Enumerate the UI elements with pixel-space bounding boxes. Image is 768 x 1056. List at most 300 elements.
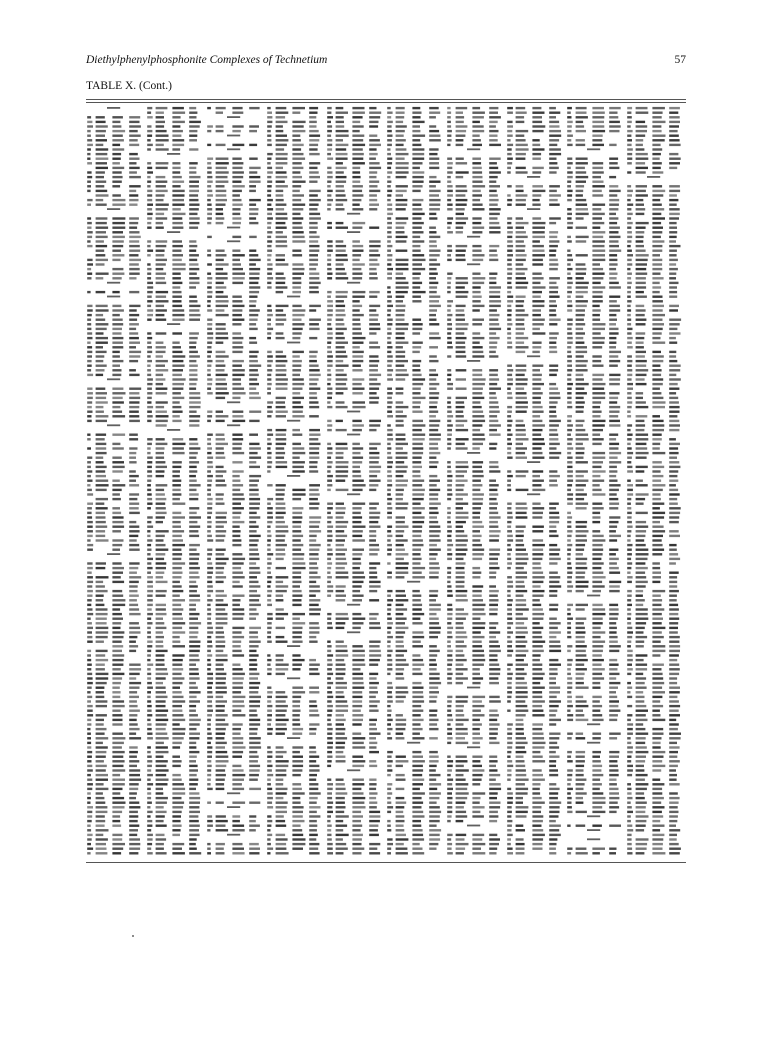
table-cell: [516, 700, 526, 702]
table-cell: [369, 383, 380, 385]
table-cell: [87, 664, 92, 666]
table-cell: [129, 314, 139, 316]
table-cell: [387, 774, 391, 776]
table-cell: [609, 434, 618, 436]
table-cell: [472, 447, 479, 449]
table-cell: [507, 429, 511, 431]
table-cell: [207, 774, 211, 776]
table-cell: [129, 158, 139, 160]
table-cell: [172, 613, 182, 615]
table-cell: [516, 682, 527, 684]
table-cell: [216, 185, 225, 187]
table-cell: [412, 608, 421, 610]
table-cell: [87, 185, 91, 187]
table-cell: [336, 746, 345, 748]
table-cell: [532, 217, 541, 219]
table-cell: [429, 383, 439, 385]
table-cell: [147, 544, 151, 546]
table-cell: [207, 654, 212, 656]
table-block-header: [227, 116, 240, 118]
table-cell: [249, 328, 258, 330]
table-cell: [189, 466, 197, 468]
table-cell: [216, 576, 227, 578]
table-cell: [489, 254, 497, 256]
table-cell: [189, 493, 199, 495]
table-cell: [549, 222, 556, 224]
table-cell: [609, 121, 620, 123]
table-cell: [267, 162, 271, 164]
table-cell: [532, 401, 541, 403]
table-cell: [352, 567, 360, 569]
table-cell: [292, 171, 300, 173]
table-cell: [396, 162, 409, 164]
table-cell: [532, 733, 543, 735]
table-cell: [456, 834, 467, 836]
table-cell: [129, 604, 138, 606]
table-cell: [267, 388, 271, 390]
table-cell: [172, 774, 180, 776]
table-cell: [532, 682, 540, 684]
table-block-header: [467, 687, 480, 689]
table-cell: [292, 447, 304, 449]
table-cell: [516, 438, 529, 440]
table-cell: [429, 392, 439, 394]
table-cell: [576, 539, 587, 541]
table-cell: [567, 268, 572, 270]
table-cell: [592, 112, 604, 114]
table-cell: [549, 631, 561, 633]
table-cell: [549, 323, 557, 325]
table-cell: [267, 535, 271, 537]
table-cell: [87, 595, 92, 597]
table-cell: [292, 746, 303, 748]
table-cell: [96, 181, 107, 183]
table-cell: [369, 627, 381, 629]
table-cell: [189, 779, 198, 781]
table-cell: [96, 622, 107, 624]
table-cell: [309, 208, 317, 210]
table-cell: [336, 273, 347, 275]
table-cell: [336, 733, 345, 735]
table-cell: [532, 843, 542, 845]
table-cell: [352, 572, 364, 574]
table-cell: [489, 144, 501, 146]
table-cell: [129, 484, 139, 486]
table-cell: [147, 581, 153, 583]
table-cell: [156, 852, 167, 854]
table-cell: [172, 549, 181, 551]
table-cell: [172, 829, 180, 831]
table-cell: [456, 664, 464, 666]
table-cell: [249, 397, 261, 399]
table-cell: [532, 263, 543, 265]
table-cell: [472, 107, 480, 109]
table-cell: [549, 829, 559, 831]
table-cell: [327, 512, 331, 514]
table-cell: [456, 493, 468, 495]
table-cell: [412, 760, 425, 762]
table-cell: [516, 599, 527, 601]
table-cell: [609, 194, 617, 196]
table-cell: [396, 806, 405, 808]
table-cell: [216, 733, 226, 735]
table-cell: [396, 700, 404, 702]
table-cell: [232, 521, 244, 523]
table-cell: [507, 792, 513, 794]
table-cell: [336, 328, 347, 330]
table-cell: [516, 245, 526, 247]
table-cell: [352, 388, 364, 390]
table-cell: [387, 213, 393, 215]
table-cell: [309, 572, 317, 574]
table-cell: [156, 668, 168, 670]
table-cell: [352, 342, 363, 344]
table-cell: [172, 305, 182, 307]
table-cell: [549, 346, 557, 348]
table-cell: [387, 498, 392, 500]
table-cell: [96, 852, 108, 854]
table-cell: [87, 659, 91, 661]
table-cell: [336, 696, 345, 698]
table-cell: [532, 107, 541, 109]
table-cell: [387, 434, 392, 436]
table-cell: [309, 774, 317, 776]
table-cell: [147, 636, 151, 638]
table-cell: [87, 728, 90, 730]
table-cell: [336, 116, 344, 118]
table-cell: [592, 544, 602, 546]
table-cell: [516, 254, 527, 256]
table-cell: [207, 622, 212, 624]
table-cell: [447, 576, 451, 578]
table-cell: [592, 461, 603, 463]
table-cell: [249, 714, 257, 716]
table-cell: [609, 392, 619, 394]
table-cell: [156, 208, 168, 210]
table-cell: [249, 659, 257, 661]
table-cell: [232, 668, 242, 670]
table-cell: [549, 503, 559, 505]
table-cell: [489, 434, 500, 436]
table-cell: [352, 843, 361, 845]
table-cell: [576, 286, 588, 288]
table-cell: [232, 562, 243, 564]
table-cell: [472, 779, 481, 781]
table-cell: [232, 848, 244, 850]
table-cell: [516, 714, 526, 716]
table-cell: [412, 250, 420, 252]
table-cell: [267, 263, 272, 265]
table-cell: [352, 788, 361, 790]
table-cell: [249, 608, 256, 610]
table-cell: [567, 562, 571, 564]
table-cell: [112, 576, 120, 578]
table-cell: [129, 829, 138, 831]
table-cell: [96, 153, 108, 155]
table-cell: [249, 507, 259, 509]
table-cell: [189, 535, 199, 537]
table-cell: [576, 144, 586, 146]
table-cell: [387, 457, 392, 459]
table-cell: [576, 475, 584, 477]
table-cell: [172, 125, 180, 127]
table-cell: [147, 613, 153, 615]
table-cell: [369, 645, 379, 647]
table-cell: [609, 516, 620, 518]
table-cell: [207, 843, 210, 845]
table-cell: [292, 641, 302, 643]
table-cell: [516, 489, 529, 491]
table-cell: [309, 176, 320, 178]
table-cell: [249, 687, 259, 689]
table-cell: [309, 576, 320, 578]
table-cell: [396, 378, 406, 380]
table-cell: [532, 751, 540, 753]
table-cell: [412, 383, 423, 385]
table-cell: [412, 802, 423, 804]
table-cell: [447, 277, 451, 279]
table-cell: [429, 176, 436, 178]
table-cell: [129, 392, 139, 394]
table-cell: [387, 544, 392, 546]
table-cell: [189, 631, 198, 633]
table-cell: [292, 604, 301, 606]
table-cell: [96, 751, 107, 753]
table-cell: [447, 705, 451, 707]
table-cell: [396, 788, 405, 790]
table-cell: [369, 452, 379, 454]
table-cell: [129, 461, 136, 463]
table-cell: [96, 769, 106, 771]
table-cell: [96, 167, 108, 169]
table-cell: [412, 604, 422, 606]
table-cell: [412, 687, 423, 689]
table-cell: [576, 254, 588, 256]
table-cell: [352, 489, 362, 491]
table-cell: [112, 374, 121, 376]
table-cell: [567, 259, 573, 261]
table-cell: [276, 613, 289, 615]
table-cell: [549, 627, 558, 629]
table-cell: [129, 834, 137, 836]
table-cell: [429, 682, 441, 684]
table-cell: [156, 424, 167, 426]
table-block-header: [467, 263, 480, 265]
table-cell: [207, 765, 212, 767]
table-cell: [129, 848, 140, 850]
table-cell: [489, 737, 496, 739]
table-cell: [532, 286, 545, 288]
table-cell: [336, 300, 344, 302]
table-cell: [129, 746, 138, 748]
table-cell: [516, 240, 524, 242]
table-cell: [249, 300, 256, 302]
table-cell: [609, 328, 618, 330]
table-cell: [576, 213, 589, 215]
table-cell: [576, 107, 587, 109]
table-cell: [396, 843, 404, 845]
table-cell: [207, 562, 212, 564]
table-cell: [147, 792, 151, 794]
table-cell: [507, 521, 511, 523]
table-cell: [532, 273, 541, 275]
table-cell: [216, 691, 227, 693]
table-cell: [609, 263, 617, 265]
table-cell: [156, 369, 169, 371]
table-cell: [567, 171, 573, 173]
table-cell: [429, 217, 437, 219]
table-cell: [249, 645, 258, 647]
table-cell: [232, 535, 240, 537]
table-cell: [207, 852, 211, 854]
table-cell: [267, 167, 272, 169]
table-cell: [309, 825, 317, 827]
table-cell: [472, 466, 482, 468]
table-cell: [336, 728, 346, 730]
table-cell: [352, 484, 365, 486]
table-cell: [96, 498, 108, 500]
table-cell: [507, 829, 511, 831]
table-cell: [249, 503, 260, 505]
table-cell: [412, 544, 423, 546]
table-cell: [327, 268, 331, 270]
table-cell: [472, 737, 482, 739]
table-cell: [396, 829, 405, 831]
table-cell: [87, 309, 93, 311]
table-cell: [232, 489, 240, 491]
table-cell: [549, 204, 560, 206]
table-cell: [336, 512, 346, 514]
table-cell: [507, 682, 512, 684]
table-cell: [129, 728, 139, 730]
table-cell: [156, 227, 164, 229]
table-cell: [352, 162, 365, 164]
table-cell: [189, 121, 201, 123]
table-cell: [516, 263, 524, 265]
table-cell: [549, 282, 556, 284]
table-cell: [249, 388, 256, 390]
table-cell: [292, 636, 301, 638]
table-cell: [267, 714, 272, 716]
table-cell: [532, 507, 544, 509]
table-cell: [549, 516, 559, 518]
table-cell: [172, 572, 182, 574]
table-cell: [87, 700, 91, 702]
table-cell: [472, 259, 483, 261]
table-cell: [387, 576, 392, 578]
table-cell: [429, 779, 436, 781]
table-cell: [249, 512, 257, 514]
table-cell: [609, 144, 616, 146]
table-cell: [207, 618, 211, 620]
table-cell: [429, 286, 437, 288]
table-cell: [592, 300, 602, 302]
table-cell: [352, 268, 361, 270]
table-cell: [249, 779, 258, 781]
table-cell: [592, 604, 602, 606]
table-cell: [249, 452, 257, 454]
table-cell: [567, 489, 571, 491]
table-cell: [309, 705, 317, 707]
table-cell: [189, 654, 199, 656]
table-cell: [352, 337, 365, 339]
table-cell: [532, 783, 540, 785]
table-cell: [412, 811, 423, 813]
table-cell: [327, 204, 331, 206]
table-cell: [472, 733, 480, 735]
table-cell: [489, 834, 497, 836]
table-cell: [309, 507, 318, 509]
table-cell: [567, 139, 571, 141]
table-cell: [147, 815, 150, 817]
table-cell: [147, 296, 152, 298]
table-cell: [172, 742, 181, 744]
table-cell: [147, 369, 151, 371]
table-cell: [447, 627, 453, 629]
table-cell: [532, 567, 541, 569]
table-cell: [549, 484, 558, 486]
table-cell: [429, 466, 437, 468]
table-cell: [609, 401, 617, 403]
table-cell: [412, 503, 420, 505]
table-cell: [147, 300, 152, 302]
table-cell: [507, 760, 512, 762]
table-cell: [147, 116, 153, 118]
table-cell: [232, 204, 242, 206]
table-cell: [87, 746, 91, 748]
table-cell: [327, 641, 331, 643]
table-cell: [292, 176, 302, 178]
table-cell: [387, 112, 392, 114]
table-cell: [216, 581, 224, 583]
table-cell: [309, 254, 318, 256]
table-cell: [112, 268, 123, 270]
table-cell: [129, 498, 137, 500]
table-cell: [447, 650, 453, 652]
table-cell: [156, 296, 167, 298]
table-cell: [292, 526, 301, 528]
table-cell: [429, 245, 437, 247]
table-cell: [447, 286, 451, 288]
table-cell: [609, 245, 619, 247]
table-cell: [96, 461, 104, 463]
table-cell: [327, 139, 332, 141]
table-cell: [327, 742, 333, 744]
table-cell: [292, 562, 305, 564]
table-cell: [156, 112, 164, 114]
table-cell: [336, 673, 346, 675]
table-cell: [567, 383, 573, 385]
table-cell: [352, 742, 363, 744]
table-cell: [189, 512, 197, 514]
table-cell: [216, 631, 224, 633]
table-cell: [172, 401, 179, 403]
table-cell: [189, 549, 196, 551]
table-cell: [412, 516, 424, 518]
table-cell: [267, 438, 271, 440]
table-cell: [507, 139, 510, 141]
table-cell: [147, 843, 152, 845]
table-cell: [609, 231, 618, 233]
table-cell: [232, 277, 244, 279]
table-cell: [276, 236, 287, 238]
table-cell: [87, 116, 91, 118]
table-cell: [156, 406, 165, 408]
table-cell: [489, 677, 498, 679]
table-cell: [276, 710, 287, 712]
table-cell: [267, 332, 271, 334]
table-cell: [429, 659, 436, 661]
